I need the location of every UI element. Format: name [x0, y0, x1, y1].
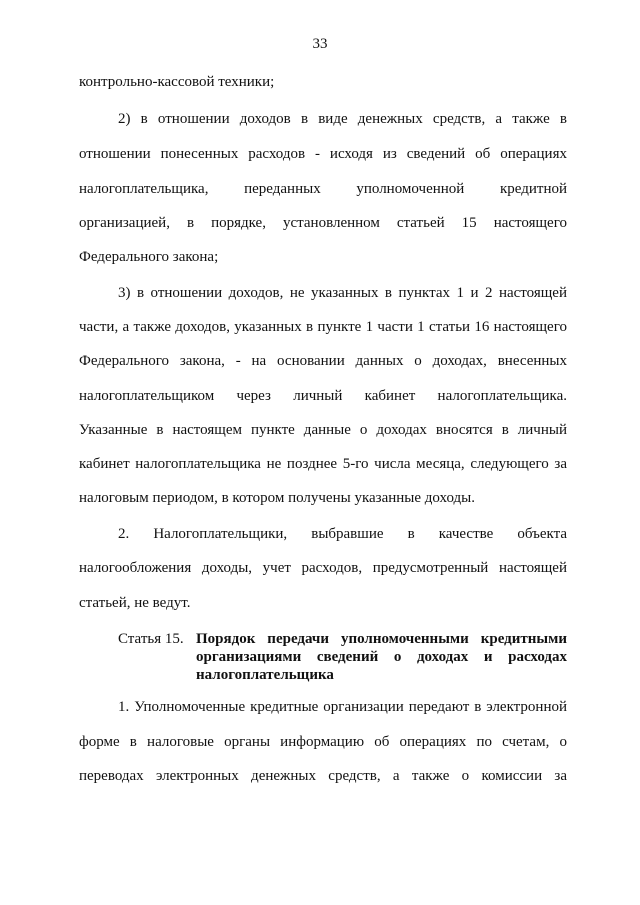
text-line: отношении понесенных расходов - исходя из сведений об операциях [79, 146, 567, 162]
text-line: части, а также доходов, указанных в пункте 1 части 1 статьи 16 настоящего [79, 319, 567, 335]
text-line: Федерального закона, - на основании данных о доходах, внесенных [79, 353, 567, 369]
text-line: 2) в отношении доходов в виде денежных средств, а также в [118, 111, 567, 127]
article-title-line: организациями сведений о доходах и расходах [196, 649, 567, 665]
article-title [196, 630, 567, 684]
text-line: 2. Налогоплательщики, выбравшие в качестве объекта [118, 526, 567, 542]
text-line: 3) в отношении доходов, не указанных в пунктах 1 и 2 настоящей [118, 285, 567, 301]
text-line: налогообложения доходы, учет расходов, предусмотренный настоящей [79, 560, 567, 576]
text-line: переводах электронных денежных средств, а также о комиссии за [79, 768, 567, 784]
text-line: статьей, не ведут. [79, 595, 191, 611]
text-line: кабинет налогоплательщика не позднее 5-го числа месяца, следующего за [79, 456, 567, 472]
article-title-line: налогоплательщика [196, 667, 334, 683]
text-line: Указанные в настоящем пункте данные о доходах вносятся в личный [79, 422, 567, 438]
article-title-line: Порядок передачи уполномоченными кредитными [196, 631, 567, 647]
text-line: налоговым периодом, в котором получены указанные доходы. [79, 490, 476, 506]
text-line: форме в налоговые органы информацию об операциях по счетам, о [79, 734, 567, 750]
text-line: налогоплательщика, переданных уполномоченной кредитной [79, 181, 567, 197]
text-line: организацией, в порядке, установленном статьей 15 настоящего [79, 215, 567, 231]
text-line: 1. Уполномоченные кредитные организации передают в электронной [118, 699, 567, 715]
text-line: Федерального закона; [79, 249, 219, 265]
text-line: налогоплательщиком через личный кабинет налогоплательщика. [79, 388, 567, 404]
article-label: Статья 15. [118, 631, 184, 647]
text-line: контрольно-кассовой техники; [79, 74, 275, 90]
page-number: 33 [312, 36, 328, 52]
